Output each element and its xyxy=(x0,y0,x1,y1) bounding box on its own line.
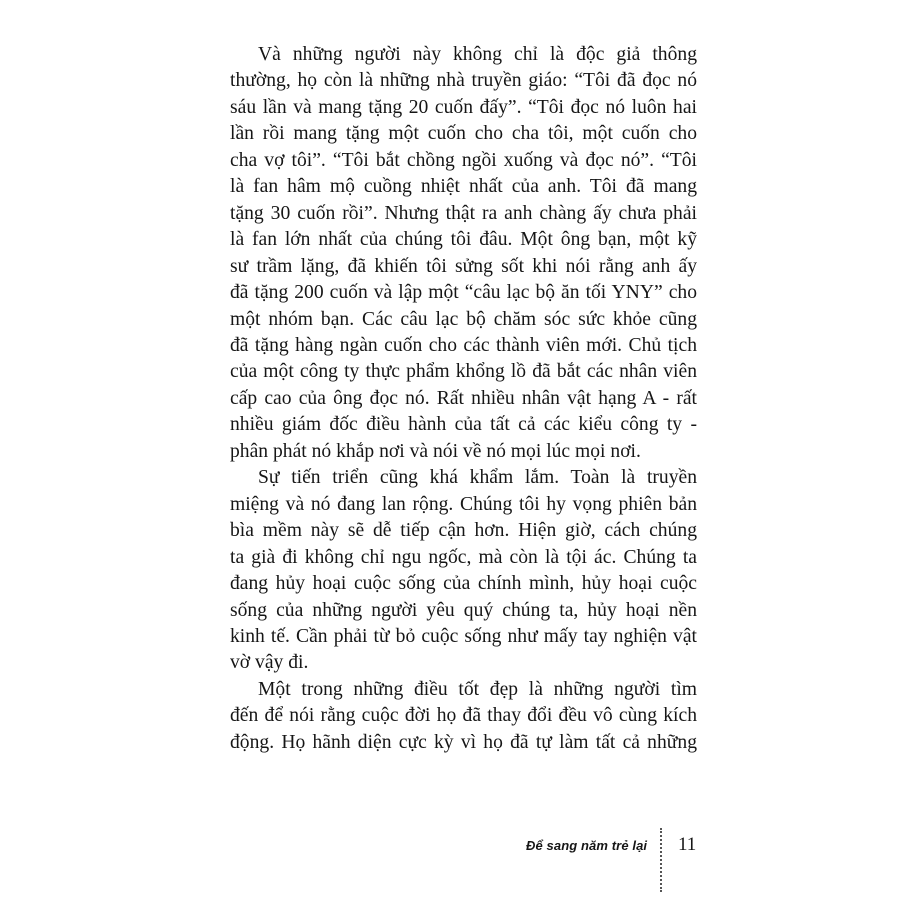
text-line: thường, họ còn là những nhà truyền giáo: “Tôi đã đọc nó xyxy=(230,70,697,92)
text-line: là fan lớn nhất của chúng tôi đâu. Một ông bạn, một kỹ xyxy=(230,229,697,251)
text-line: động. Họ hãnh diện cực kỳ vì họ đã tự làm tất cả những xyxy=(230,731,697,753)
text-line: sống của những người yêu quý chúng ta, hủy hoại nền xyxy=(230,599,697,621)
text-line: nhiều giám đốc điều hành của tất cả các kiểu công ty - xyxy=(230,414,697,436)
text-line: miệng và nó đang lan rộng. Chúng tôi hy vọng phiên bản xyxy=(230,493,697,515)
text-line: Và những người này không chỉ là độc giả thông xyxy=(258,44,697,65)
paragraph-2 xyxy=(230,465,697,677)
paragraph-3 xyxy=(230,677,697,756)
paragraph-1 xyxy=(230,42,697,465)
text-line: sư trầm lặng, đã khiến tôi sửng sốt khi nói rằng anh ấy xyxy=(230,255,697,277)
text-line: bìa mềm này sẽ dễ tiếp cận hơn. Hiện giờ, cách chúng xyxy=(230,520,697,542)
running-title: Để sang năm trẻ lại xyxy=(526,838,648,853)
text-line: tặng 30 cuốn rồi”. Nhưng thật ra anh chàng ấy chưa phải xyxy=(230,202,697,224)
text-line: ta già đi không chỉ ngu ngốc, mà còn là tội ác. Chúng ta xyxy=(230,546,697,568)
text-line: đang hủy hoại cuộc sống của chính mình, hủy hoại cuộc xyxy=(230,573,697,595)
footer-divider xyxy=(660,828,662,892)
text-line: vờ vậy đi. xyxy=(230,652,309,674)
text-line: đã tặng 200 cuốn và lập một “câu lạc bộ ăn tối YNY” cho xyxy=(230,282,697,304)
text-line: của một công ty thực phẩm khổng lồ đã bắt các nhân viên xyxy=(230,361,697,383)
text-line: phân phát nó khắp nơi và nói về nó mọi lúc mọi nơi. xyxy=(230,440,641,462)
text-line: đến để nói rằng cuộc đời họ đã thay đổi đều vô cùng kích xyxy=(230,705,697,727)
text-line: Một trong những điều tốt đẹp là những người tìm xyxy=(258,678,697,700)
text-line: kinh tế. Cần phải từ bỏ cuộc sống như mấy tay nghiện vật xyxy=(230,625,697,647)
text-line: cấp cao của ông đọc nó. Rất nhiều nhân vật hạng A - rất xyxy=(230,387,697,409)
text-line: lần rồi mang tặng một cuốn cho cha tôi, một cuốn cho xyxy=(230,123,697,145)
text-line: một nhóm bạn. Các câu lạc bộ chăm sóc sức khỏe cũng xyxy=(230,308,697,330)
body-text xyxy=(230,42,697,756)
text-line: Sự tiến triển cũng khá khẩm lắm. Toàn là truyền xyxy=(258,467,697,489)
text-line: đã tặng hàng ngàn cuốn cho các thành viên mới. Chủ tịch xyxy=(230,334,697,356)
text-line: cha vợ tôi”. “Tôi bắt chồng ngồi xuống và đọc nó”. “Tôi xyxy=(230,149,697,171)
text-line: là fan hâm mộ cuồng nhiệt nhất của anh. Tôi đã mang xyxy=(230,176,697,198)
text-line: sáu lần và mang tặng 20 cuốn đấy”. “Tôi đọc nó luôn hai xyxy=(230,96,697,118)
page-number: 11 xyxy=(678,834,697,855)
